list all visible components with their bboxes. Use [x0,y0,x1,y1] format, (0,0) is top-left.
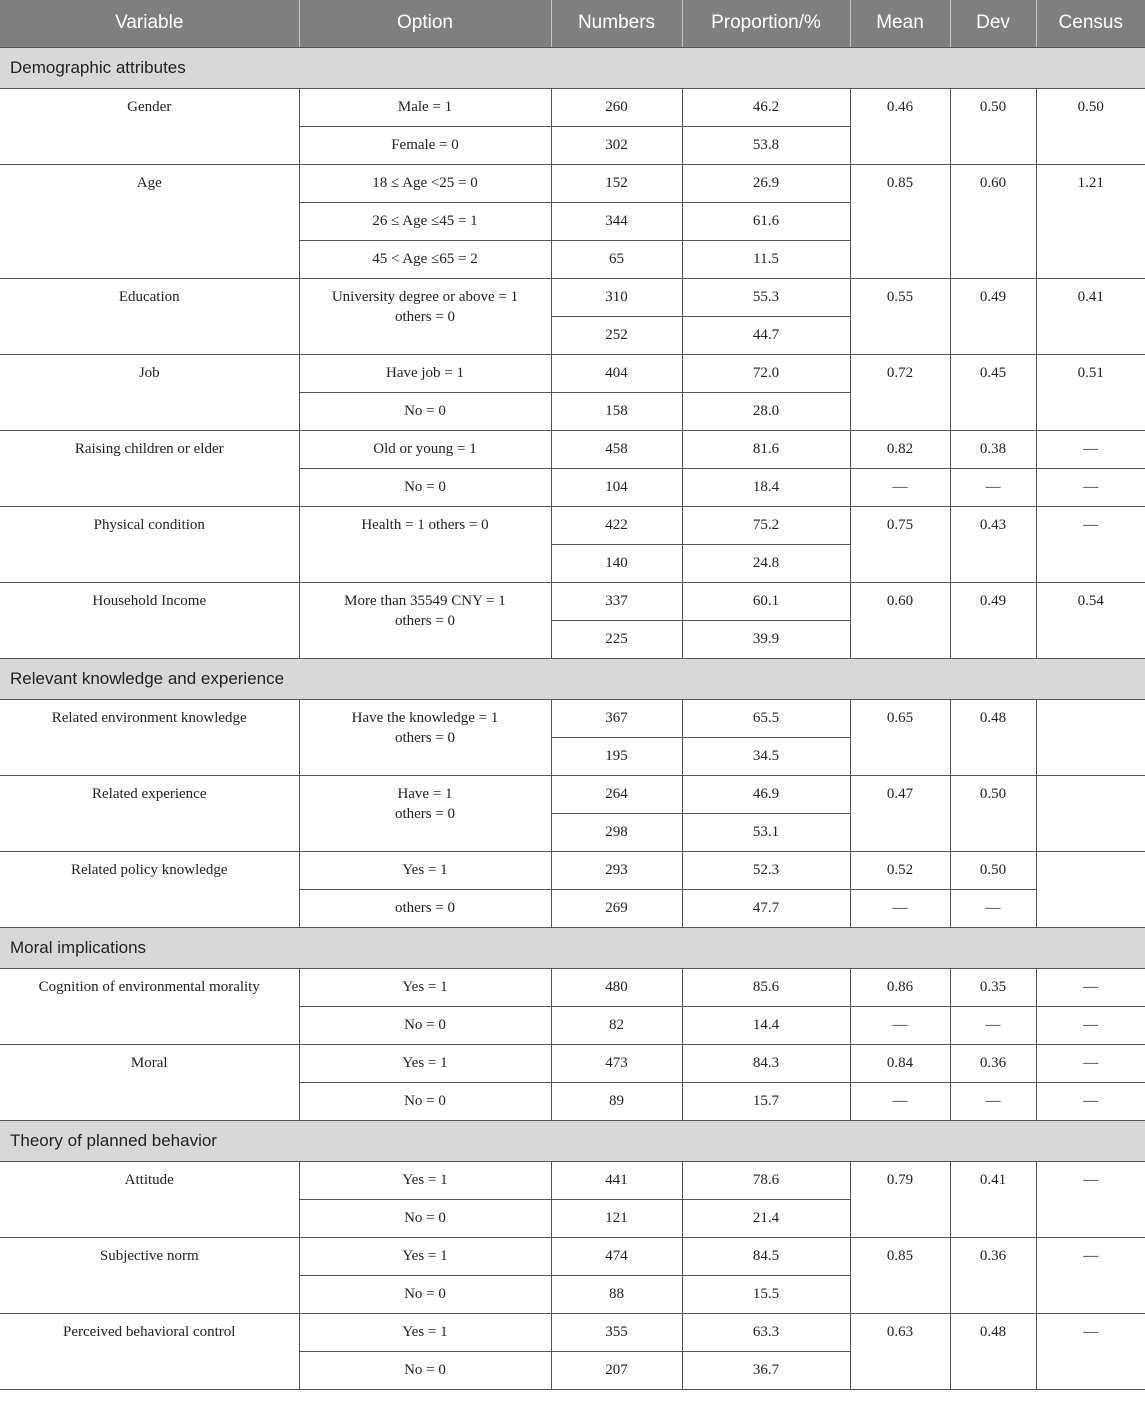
dev-cell: — [950,468,1036,506]
census-cell: — [1036,1313,1145,1389]
proportion-cell: 47.7 [682,889,850,927]
proportion-cell: 34.5 [682,737,850,775]
census-cell: — [1036,430,1145,468]
option-cell: Have job = 1 [299,354,551,392]
mean-cell: 0.85 [850,164,950,278]
census-cell: — [1036,1044,1145,1082]
option-cell: No = 0 [299,392,551,430]
numbers-cell: 269 [551,889,682,927]
option-cell: others = 0 [299,889,551,927]
option-cell: Yes = 1 [299,1044,551,1082]
table-row [0,851,1145,889]
mean-cell: 0.82 [850,430,950,468]
mean-cell: — [850,1082,950,1120]
census-cell: 0.51 [1036,354,1145,430]
numbers-cell: 264 [551,775,682,813]
numbers-cell: 89 [551,1082,682,1120]
table-row [0,1313,1145,1351]
variable-cell: Raising children or elder [0,430,299,506]
variable-cell: Gender [0,88,299,164]
numbers-cell: 310 [551,278,682,316]
mean-cell: 0.52 [850,851,950,889]
table-row [0,430,1145,468]
dev-cell: 0.48 [950,699,1036,775]
mean-cell: 0.60 [850,582,950,658]
column-header-census: Census [1036,0,1145,47]
table-row [0,968,1145,1006]
census-cell [1036,775,1145,851]
section-title: Relevant knowledge and experience [0,658,1145,699]
numbers-cell: 152 [551,164,682,202]
mean-cell: 0.85 [850,1237,950,1313]
numbers-cell: 260 [551,88,682,126]
option-cell: No = 0 [299,1199,551,1237]
option-cell: 18 ≤ Age <25 = 0 [299,164,551,202]
numbers-cell: 65 [551,240,682,278]
numbers-cell: 140 [551,544,682,582]
proportion-cell: 75.2 [682,506,850,544]
numbers-cell: 480 [551,968,682,1006]
dev-cell: 0.38 [950,430,1036,468]
census-cell: 0.41 [1036,278,1145,354]
column-header-option: Option [299,0,551,47]
variable-cell: Moral [0,1044,299,1120]
variable-cell: Physical condition [0,506,299,582]
table-row [0,1044,1145,1082]
numbers-cell: 302 [551,126,682,164]
proportion-cell: 52.3 [682,851,850,889]
column-header-variable: Variable [0,0,299,47]
column-header-dev: Dev [950,0,1036,47]
numbers-cell: 337 [551,582,682,620]
column-header-numbers: Numbers [551,0,682,47]
numbers-cell: 458 [551,430,682,468]
numbers-cell: 422 [551,506,682,544]
variable-cell: Subjective norm [0,1237,299,1313]
section-title: Theory of planned behavior [0,1120,1145,1161]
census-cell: — [1036,1006,1145,1044]
proportion-cell: 85.6 [682,968,850,1006]
variable-cell: Related policy knowledge [0,851,299,927]
proportion-cell: 36.7 [682,1351,850,1389]
table-row [0,1161,1145,1199]
proportion-cell: 26.9 [682,164,850,202]
proportion-cell: 60.1 [682,582,850,620]
numbers-cell: 82 [551,1006,682,1044]
header-row [0,0,1145,47]
census-cell: — [1036,468,1145,506]
option-cell: Yes = 1 [299,1237,551,1275]
mean-cell: — [850,1006,950,1044]
proportion-cell: 55.3 [682,278,850,316]
mean-cell: — [850,889,950,927]
section-header-row [0,658,1145,699]
numbers-cell: 404 [551,354,682,392]
dev-cell: 0.36 [950,1044,1036,1082]
proportion-cell: 11.5 [682,240,850,278]
mean-cell: — [850,468,950,506]
dev-cell: 0.60 [950,164,1036,278]
dev-cell: — [950,1006,1036,1044]
variable-cell: Job [0,354,299,430]
dev-cell: — [950,1082,1036,1120]
option-cell: More than 35549 CNY = 1 others = 0 [299,582,551,658]
mean-cell: 0.65 [850,699,950,775]
dev-cell: 0.45 [950,354,1036,430]
dev-cell: 0.43 [950,506,1036,582]
census-cell: — [1036,506,1145,582]
proportion-cell: 65.5 [682,699,850,737]
census-cell: — [1036,1082,1145,1120]
variable-cell: Cognition of environmental morality [0,968,299,1044]
census-cell: 1.21 [1036,164,1145,278]
dev-cell: 0.50 [950,88,1036,164]
proportion-cell: 72.0 [682,354,850,392]
proportion-cell: 46.9 [682,775,850,813]
option-cell: University degree or above = 1 others = 0 [299,278,551,354]
numbers-cell: 293 [551,851,682,889]
census-cell [1036,699,1145,775]
table-row [0,699,1145,737]
proportion-cell: 78.6 [682,1161,850,1199]
mean-cell: 0.72 [850,354,950,430]
section-title: Moral implications [0,927,1145,968]
census-cell [1036,851,1145,927]
option-cell: No = 0 [299,1275,551,1313]
numbers-cell: 121 [551,1199,682,1237]
numbers-cell: 252 [551,316,682,354]
option-cell: 26 ≤ Age ≤45 = 1 [299,202,551,240]
table-row [0,506,1145,544]
proportion-cell: 15.5 [682,1275,850,1313]
dev-cell: 0.50 [950,775,1036,851]
proportion-cell: 53.8 [682,126,850,164]
section-header-row [0,927,1145,968]
option-cell: Old or young = 1 [299,430,551,468]
mean-cell: 0.46 [850,88,950,164]
option-cell: Yes = 1 [299,968,551,1006]
proportion-cell: 46.2 [682,88,850,126]
variable-cell: Education [0,278,299,354]
table-row [0,88,1145,126]
numbers-cell: 473 [551,1044,682,1082]
numbers-cell: 207 [551,1351,682,1389]
mean-cell: 0.47 [850,775,950,851]
proportion-cell: 18.4 [682,468,850,506]
proportion-cell: 84.3 [682,1044,850,1082]
option-cell: No = 0 [299,1351,551,1389]
option-cell: Female = 0 [299,126,551,164]
numbers-cell: 298 [551,813,682,851]
option-cell: Yes = 1 [299,1161,551,1199]
mean-cell: 0.75 [850,506,950,582]
proportion-cell: 21.4 [682,1199,850,1237]
table-row [0,775,1145,813]
dev-cell: 0.35 [950,968,1036,1006]
proportion-cell: 53.1 [682,813,850,851]
dev-cell: 0.50 [950,851,1036,889]
table-row [0,582,1145,620]
numbers-cell: 441 [551,1161,682,1199]
census-cell: — [1036,968,1145,1006]
variable-cell: Household Income [0,582,299,658]
option-cell: Yes = 1 [299,851,551,889]
table-row [0,164,1145,202]
numbers-cell: 158 [551,392,682,430]
column-header-proportion: Proportion/% [682,0,850,47]
option-cell: No = 0 [299,1006,551,1044]
census-cell: 0.54 [1036,582,1145,658]
option-cell: Have the knowledge = 1 others = 0 [299,699,551,775]
numbers-cell: 225 [551,620,682,658]
numbers-cell: 367 [551,699,682,737]
proportion-cell: 14.4 [682,1006,850,1044]
numbers-cell: 88 [551,1275,682,1313]
dev-cell: 0.49 [950,582,1036,658]
census-cell: — [1036,1161,1145,1237]
census-cell: — [1036,1237,1145,1313]
column-header-mean: Mean [850,0,950,47]
variable-cell: Related experience [0,775,299,851]
proportion-cell: 61.6 [682,202,850,240]
table-row [0,278,1145,316]
numbers-cell: 344 [551,202,682,240]
variable-cell: Age [0,164,299,278]
section-title: Demographic attributes [0,47,1145,88]
mean-cell: 0.86 [850,968,950,1006]
dev-cell: 0.49 [950,278,1036,354]
option-cell: 45 < Age ≤65 = 2 [299,240,551,278]
option-cell: Have = 1 others = 0 [299,775,551,851]
proportion-cell: 63.3 [682,1313,850,1351]
dev-cell: 0.41 [950,1161,1036,1237]
table-row [0,354,1145,392]
table-row [0,1237,1145,1275]
mean-cell: 0.84 [850,1044,950,1082]
dev-cell: — [950,889,1036,927]
dev-cell: 0.36 [950,1237,1036,1313]
option-cell: No = 0 [299,1082,551,1120]
option-cell: No = 0 [299,468,551,506]
proportion-cell: 81.6 [682,430,850,468]
numbers-cell: 474 [551,1237,682,1275]
option-cell: Yes = 1 [299,1313,551,1351]
proportion-cell: 39.9 [682,620,850,658]
numbers-cell: 104 [551,468,682,506]
proportion-cell: 44.7 [682,316,850,354]
mean-cell: 0.55 [850,278,950,354]
proportion-cell: 15.7 [682,1082,850,1120]
table-body [0,47,1145,1389]
numbers-cell: 195 [551,737,682,775]
variable-cell: Perceived behavioral control [0,1313,299,1389]
proportion-cell: 84.5 [682,1237,850,1275]
census-cell: 0.50 [1036,88,1145,164]
dev-cell: 0.48 [950,1313,1036,1389]
proportion-cell: 24.8 [682,544,850,582]
proportion-cell: 28.0 [682,392,850,430]
section-header-row [0,1120,1145,1161]
option-cell: Health = 1 others = 0 [299,506,551,582]
mean-cell: 0.63 [850,1313,950,1389]
variable-cell: Attitude [0,1161,299,1237]
numbers-cell: 355 [551,1313,682,1351]
variable-cell: Related environment knowledge [0,699,299,775]
section-header-row [0,47,1145,88]
mean-cell: 0.79 [850,1161,950,1237]
option-cell: Male = 1 [299,88,551,126]
